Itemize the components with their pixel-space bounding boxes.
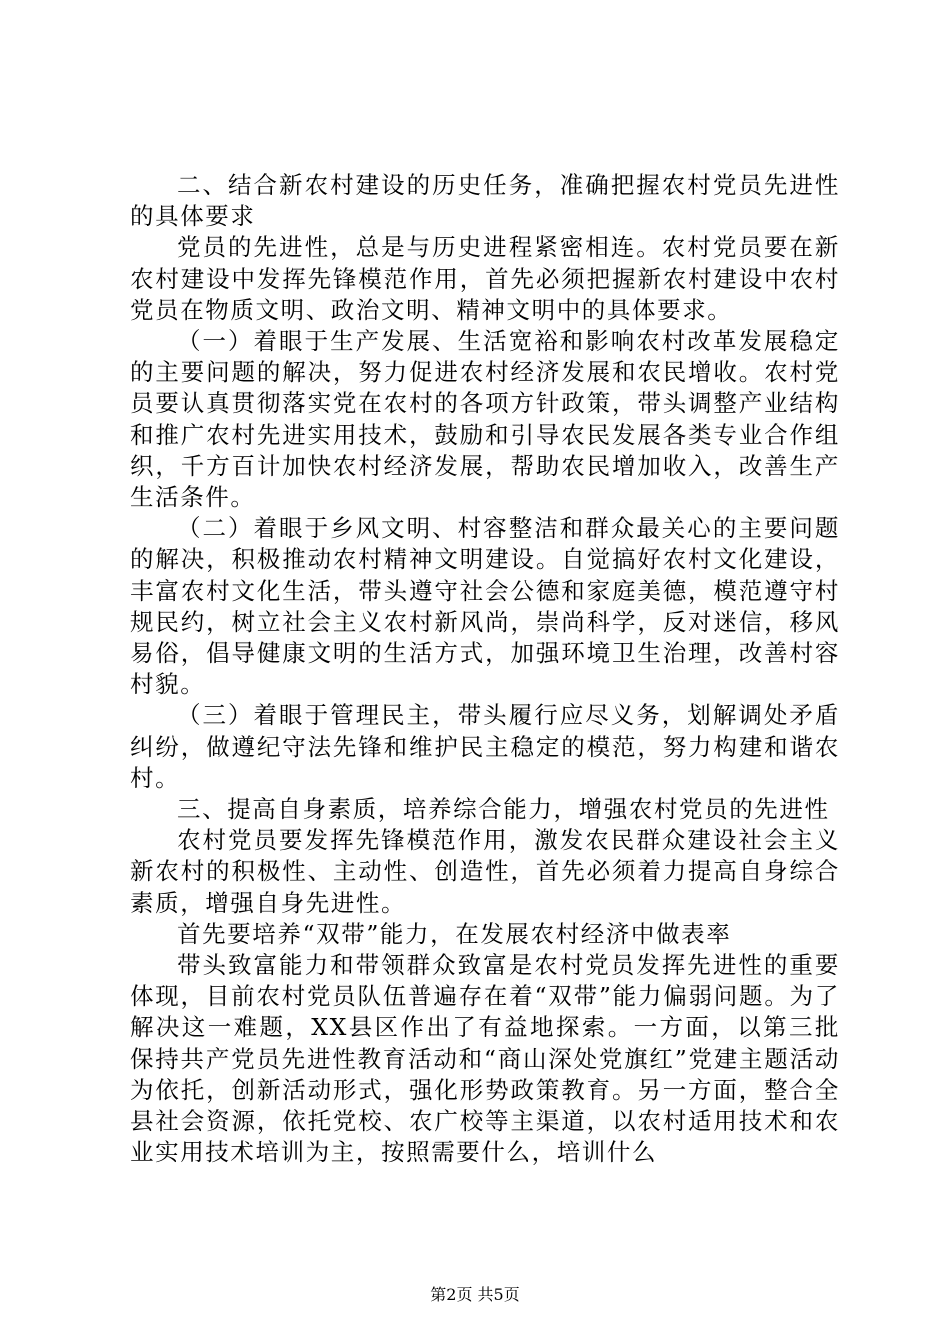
body-paragraph: 带头致富能力和带领群众致富是农村党员发挥先进性的重要体现，目前农村党员队伍普遍存在着“双带”能力偏弱问题。为了解决这一难题，XX县区作出了有益地探索。一方面，以第三批保持共产党员先进性教育活动和“商山深处党旗红”党建主题活动为依托，创新活动形式，强化形势政策教育。另一方面，整合全县社会资源，依托党校、农广校等主渠道，以农村适用技术和农业实用技术培训为主，按照需要什么，培训什么 — [130, 951, 840, 1167]
body-paragraph: 农村党员要发挥先锋模范作用，激发农民群众建设社会主义新农村的积极性、主动性、创造性，首先必须着力提高自身综合素质，增强自身先进性。 — [130, 826, 840, 917]
subsection-heading: 首先要培养“双带”能力，在发展农村经济中做表率 — [177, 919, 732, 948]
document-body — [130, 170, 840, 1169]
section-heading: 二、结合新农村建设的历史任务，准确把握农村党员先进性的具体要求 — [130, 171, 840, 231]
body-paragraph: （三）着眼于管理民主，带头履行应尽义务，划解调处矛盾纠纷，做遵纪守法先锋和维护民主稳定的模范，努力构建和谐农村。 — [130, 701, 840, 792]
body-paragraph: （二）着眼于乡风文明、村容整洁和群众最关心的主要问题的解决，积极推动农村精神文明建设。自觉搞好农村文化建设，丰富农村文化生活，带头遵守社会公德和家庭美德，模范遵守村规民约，树立社会主义农村新风尚，崇尚科学，反对迷信，移风易俗，倡导健康文明的生活方式，加强环境卫生治理，改善村容村貌。 — [130, 514, 840, 699]
page-number-footer: 第2页 共5页 — [430, 1285, 520, 1304]
section-heading: 三、提高自身素质，培养综合能力，增强农村党员的先进性 — [177, 795, 830, 824]
body-paragraph: （一）着眼于生产发展、生活宽裕和影响农村改革发展稳定的主要问题的解决，努力促进农村经济发展和农民增收。农村党员要认真贯彻落实党在农村的各项方针政策，带头调整产业结构和推广农村先进实用技术，鼓励和引导农民发展各类专业合作组织，千方百计加快农村经济发展，帮助农民增加收入，改善生产生活条件。 — [130, 327, 840, 512]
body-paragraph: 党员的先进性，总是与历史进程紧密相连。农村党员要在新农村建设中发挥先锋模范作用，首先必须把握新农村建设中农村党员在物质文明、政治文明、精神文明中的具体要求。 — [130, 233, 840, 324]
